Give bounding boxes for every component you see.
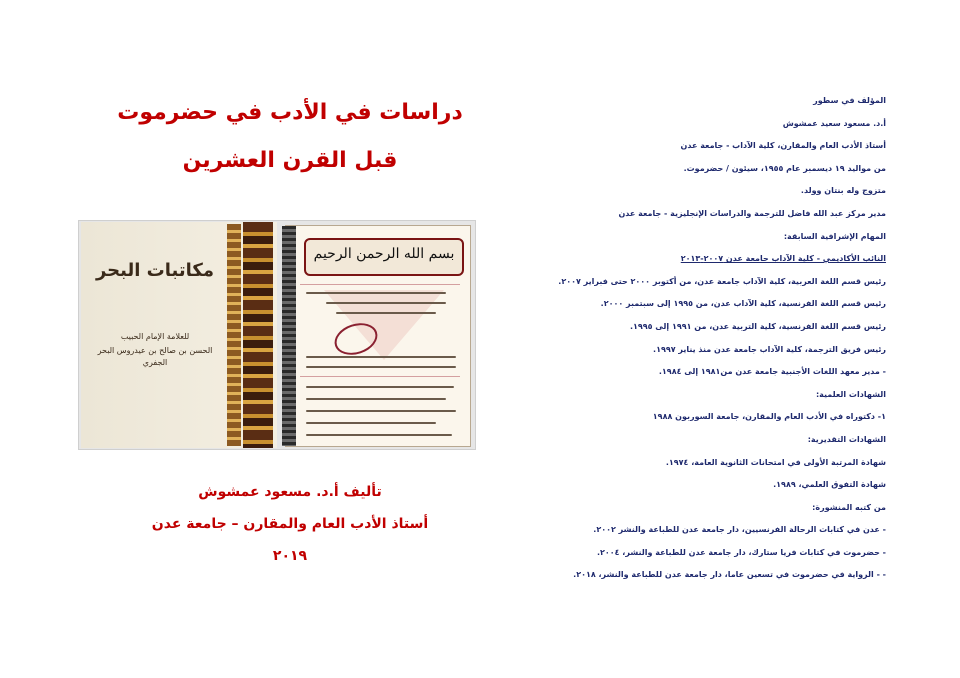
bio-line: - حضرموت في كتابات فريا ستارك، دار جامعة عدن للطباعة والنشر، ٢٠٠٤.	[596, 547, 886, 557]
bio-line: متزوج وله بنتان وولد.	[800, 186, 886, 196]
bio-section-heading: من كتبه المنشورة:	[812, 502, 886, 512]
manuscript-ink-line	[306, 386, 454, 388]
bio-line: رئيس فريق الترجمة، كلية الآداب جامعة عدن منذ يناير ١٩٩٧.	[653, 344, 886, 354]
manuscript-ink-line	[306, 366, 456, 368]
manuscript-spine	[282, 226, 296, 446]
publication-year: ٢٠١٩	[272, 548, 308, 564]
bio-line: شهادة المرتبة الأولى في امتحانات الثانوية العامة، ١٩٧٤.	[665, 457, 886, 467]
book-spine-ornament	[243, 222, 273, 448]
author-affiliation: أستاذ الأدب العام والمقارن – جامعة عدن	[151, 516, 429, 532]
manuscript-ink-line	[306, 422, 436, 424]
bio-section-heading: الشهادات التقديرية:	[807, 434, 886, 444]
bio-line: أ.د. مسعود سعيد عمشوش	[782, 118, 886, 128]
manuscript-image	[285, 225, 471, 447]
bio-line: النائب الأكاديمي - كلية الآداب جامعة عدن ٢٠٠٧-٢٠١٣	[680, 254, 886, 264]
bio-heading: المؤلف في سطور	[813, 96, 886, 105]
bio-line: رئيس قسم اللغة الفرنسية، كلية الآداب عدن، من ١٩٩٥ إلى سبتمبر ٢٠٠٠.	[600, 299, 886, 309]
bio-line: - عدن في كتابات الرحالة الفرنسيين، دار جامعة عدن للطباعة والنشر ٢٠٠٢.	[593, 525, 886, 535]
bio-line: أستاذ الأدب العام والمقارن، كلية الآداب - جامعة عدن	[680, 141, 886, 151]
author-bio	[520, 90, 886, 587]
bio-line: مدير مركز عبد الله فاضل للترجمة والدراسات الإنجليزية - جامعة عدن	[618, 208, 886, 218]
manuscript-rule	[300, 284, 460, 285]
bio-line: من مواليد ١٩ ديسمبر عام ١٩٥٥، سيئون / حضرموت.	[683, 163, 886, 173]
manuscript-rule	[300, 376, 460, 377]
manuscript-ink-line	[306, 434, 452, 436]
cover-image	[78, 220, 476, 450]
bio-line: شهادة التفوق العلمي، ١٩٨٩.	[773, 480, 886, 490]
manuscript-header	[304, 238, 464, 276]
bio-line: رئيس قسم اللغة العربية، كلية الآداب جامعة عدن، من أكتوبر ٢٠٠٠ حتى فبراير ٢٠٠٧.	[558, 276, 886, 286]
manuscript-ink-line	[336, 312, 436, 314]
author-name: تأليف أ.د. مسعود عمشوش	[198, 484, 382, 500]
bio-line: - مدير معهد اللغات الأجنبية جامعة عدن من١٩٨١ إلى ١٩٨٤.	[658, 367, 886, 377]
manuscript-header-text: بسم الله الرحمن الرحيم	[313, 246, 455, 262]
book-cover-image	[81, 222, 277, 448]
cover-title-line2: قبل القرن العشرين	[182, 148, 398, 173]
bio-section-heading: الشهادات العلمية:	[815, 389, 886, 399]
book-line-3: الجفري	[142, 358, 168, 367]
manuscript-ink-line	[306, 356, 456, 358]
book-line-2: الحسن بن صالح بن عيدروس البحر	[97, 346, 213, 355]
book-line-1: للعلامة الإمام الحبيب	[120, 332, 190, 341]
manuscript-ink-line	[306, 410, 456, 412]
bio-line: ١- دكتوراه في الأدب العام والمقارن، جامعة السوربون ١٩٨٨	[652, 412, 886, 422]
cover-title-line1: دراسات في الأدب في حضرموت	[117, 100, 463, 125]
book-band-ornament	[227, 224, 241, 446]
bio-section-heading: المهام الإشرافية السابقة:	[783, 231, 886, 241]
manuscript-ink-line	[306, 398, 446, 400]
manuscript-ink-line	[326, 302, 446, 304]
bio-line: - - الرواية في حضرموت في تسعين عاما، دار جامعة عدن للطباعة والنشر، ٢٠١٨.	[573, 570, 886, 580]
book-title: مكاتبات البحر	[95, 260, 215, 281]
manuscript-ink-line	[306, 292, 446, 294]
bio-line: رئيس قسم اللغة الفرنسية، كلية التربية عدن، من ١٩٩١ إلى ١٩٩٥.	[629, 321, 886, 331]
